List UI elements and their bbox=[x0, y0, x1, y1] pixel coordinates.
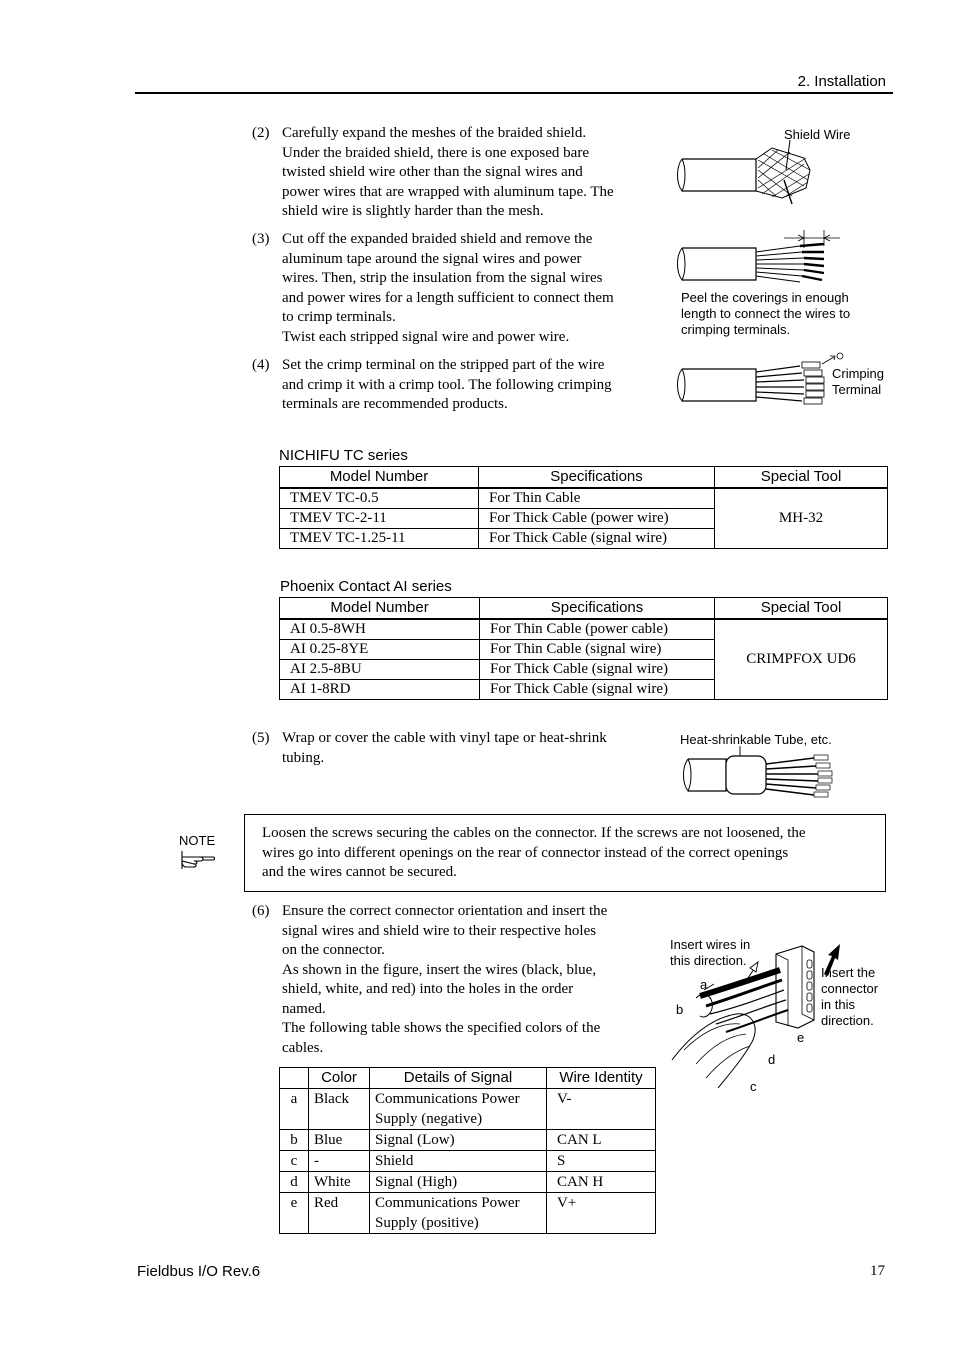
table-row bbox=[280, 488, 888, 509]
header-section-title: 2. Installation bbox=[797, 73, 886, 90]
step-number: (5) bbox=[252, 730, 270, 746]
crimp-terminal-illustration bbox=[672, 350, 852, 410]
table-row bbox=[280, 1172, 656, 1193]
text-line: Loosen the screws securing the cables on the connector. If the screws are not loosened, the bbox=[262, 825, 806, 841]
text-line: and power wires for a length sufficient to connect them bbox=[282, 289, 614, 306]
tool-cell: MH-32 bbox=[715, 488, 888, 549]
nichifu-caption: NICHIFU TC series bbox=[279, 447, 408, 464]
id-cell: a bbox=[280, 1089, 309, 1130]
step-number: (3) bbox=[252, 231, 270, 247]
step-number: (4) bbox=[252, 357, 270, 373]
tool-cell: CRIMPFOX UD6 bbox=[715, 619, 888, 700]
step-text bbox=[282, 356, 612, 415]
header-cell: Special Tool bbox=[715, 598, 888, 620]
step-text bbox=[282, 729, 607, 768]
spec-cell: For Thick Cable (signal wire) bbox=[480, 660, 715, 680]
shield-wire-label: Shield Wire bbox=[784, 127, 851, 142]
table-row bbox=[280, 1089, 656, 1130]
page-number: 17 bbox=[870, 1263, 885, 1279]
table-row bbox=[280, 1193, 656, 1234]
text-line: to crimp terminals. bbox=[282, 309, 396, 325]
text-line: and crimp it with a crimp tool. The following crimping bbox=[282, 376, 612, 393]
step-number: (6) bbox=[252, 903, 270, 919]
id-cell: e bbox=[280, 1193, 309, 1234]
label-line: connector bbox=[821, 981, 879, 996]
detail-cell: Communications Power Supply (positive) bbox=[370, 1193, 547, 1234]
note-label: NOTE bbox=[179, 833, 216, 848]
wire-cell: V- bbox=[547, 1089, 656, 1130]
text-line: on the connector. bbox=[282, 942, 385, 958]
text-line: Set the crimp terminal on the stripped part of the wire bbox=[282, 357, 605, 373]
wire-cell: S bbox=[547, 1151, 656, 1172]
text-line: twisted shield wire other than the signal wires and bbox=[282, 164, 583, 180]
spec-cell: For Thin Cable (signal wire) bbox=[480, 640, 715, 660]
model-cell: AI 1-8RD bbox=[280, 680, 480, 700]
text-line: shield, white, and red) into the holes in the order bbox=[282, 981, 574, 997]
text-line: Twist each stripped signal wire and power wire. bbox=[282, 328, 570, 345]
wire-cell: CAN L bbox=[547, 1130, 656, 1151]
text-line: Wrap or cover the cable with vinyl tape or heat-shrink bbox=[282, 730, 607, 746]
braided-shield-illustration bbox=[672, 140, 822, 210]
wire-label-c: c bbox=[750, 1079, 757, 1094]
text-line: power wires that are wrapped with aluminum tape. The bbox=[282, 183, 614, 200]
pointing-hand-icon bbox=[180, 849, 216, 869]
text-line: wires go into different openings on the rear of connector instead of the correct openings bbox=[262, 844, 789, 861]
label-line: Insert wires in bbox=[670, 937, 751, 952]
crimping-terminal-label bbox=[832, 366, 884, 398]
wire-label-a: a bbox=[700, 977, 708, 992]
text-line: Carefully expand the meshes of the braided shield. bbox=[282, 125, 587, 141]
signal-table bbox=[279, 1067, 656, 1234]
text-line: As shown in the figure, insert the wires (black, blue, bbox=[282, 961, 597, 978]
detail-cell: Shield bbox=[370, 1151, 547, 1172]
text-line: signal wires and shield wire to their respective holes bbox=[282, 922, 597, 939]
header-cell: Specifications bbox=[479, 467, 715, 489]
nichifu-table bbox=[279, 466, 888, 549]
text-line: aluminum tape around the signal wires and power bbox=[282, 250, 582, 267]
table-header-row bbox=[280, 467, 888, 489]
label-line: Crimping bbox=[832, 366, 885, 381]
model-cell: TMEV TC-1.25-11 bbox=[280, 529, 479, 549]
color-cell: Black bbox=[309, 1089, 370, 1130]
heat-shrink-tube-illustration bbox=[676, 746, 846, 798]
text-line: and the wires cannot be secured. bbox=[262, 864, 457, 880]
text-line: Under the braided shield, there is one exposed bare bbox=[282, 144, 589, 161]
table-row bbox=[280, 1130, 656, 1151]
text-line: named. bbox=[282, 1000, 326, 1017]
wire-label-d: d bbox=[768, 1052, 776, 1067]
detail-cell: Signal (High) bbox=[370, 1172, 547, 1193]
header-cell: Details of Signal bbox=[370, 1068, 547, 1089]
spec-cell: For Thin Cable (power cable) bbox=[480, 619, 715, 640]
connector-insertion-illustration bbox=[666, 938, 856, 1098]
text-line: terminals are recommended products. bbox=[282, 396, 508, 412]
spec-cell: For Thick Cable (power wire) bbox=[479, 509, 715, 529]
phoenix-caption: Phoenix Contact AI series bbox=[280, 578, 452, 595]
id-cell: b bbox=[280, 1130, 309, 1151]
header-cell: Special Tool bbox=[715, 467, 888, 489]
step-text bbox=[282, 230, 614, 347]
text-line: wires. Then, strip the insulation from the signal wires bbox=[282, 270, 603, 286]
header-cell: Model Number bbox=[280, 467, 479, 489]
table-header-row bbox=[280, 598, 888, 620]
id-cell: c bbox=[280, 1151, 309, 1172]
label-line: length to connect the wires to bbox=[681, 306, 851, 321]
heat-shrink-label: Heat-shrinkable Tube, etc. bbox=[680, 732, 832, 747]
spec-cell: For Thin Cable bbox=[479, 488, 715, 509]
label-line: Terminal bbox=[832, 382, 882, 397]
step-text bbox=[282, 902, 607, 1058]
model-cell: TMEV TC-0.5 bbox=[280, 488, 479, 509]
text-line: Ensure the correct connector orientation and insert the bbox=[282, 903, 608, 919]
header-cell: Color bbox=[309, 1068, 370, 1089]
label-line: Peel the coverings in enough bbox=[681, 290, 849, 305]
model-cell: TMEV TC-2-11 bbox=[280, 509, 479, 529]
text-line: cables. bbox=[282, 1039, 324, 1056]
spec-cell: For Thick Cable (signal wire) bbox=[479, 529, 715, 549]
table-header-row bbox=[280, 1068, 656, 1089]
step-number: (2) bbox=[252, 125, 270, 141]
color-cell: Red bbox=[309, 1193, 370, 1234]
phoenix-table bbox=[279, 597, 888, 700]
model-cell: AI 2.5-8BU bbox=[280, 660, 480, 680]
table-row bbox=[280, 619, 888, 640]
spec-cell: For Thick Cable (signal wire) bbox=[480, 680, 715, 700]
header-rule bbox=[135, 92, 893, 94]
note-text bbox=[262, 824, 806, 883]
model-cell: AI 0.5-8WH bbox=[280, 619, 480, 640]
id-cell: d bbox=[280, 1172, 309, 1193]
text-line: tubing. bbox=[282, 749, 325, 766]
model-cell: AI 0.25-8YE bbox=[280, 640, 480, 660]
label-line: this direction. bbox=[670, 953, 747, 968]
wire-label-b: b bbox=[676, 1002, 684, 1017]
detail-cell: Signal (Low) bbox=[370, 1130, 547, 1151]
header-cell: Wire Identity bbox=[547, 1068, 656, 1089]
color-cell: Blue bbox=[309, 1130, 370, 1151]
label-line: direction. bbox=[821, 1013, 874, 1028]
text-line: The following table shows the specified colors of the bbox=[282, 1020, 601, 1036]
wire-label-e: e bbox=[797, 1030, 805, 1045]
table-row bbox=[280, 1151, 656, 1172]
stripped-wires-illustration bbox=[672, 226, 847, 286]
label-line: Insert the bbox=[821, 965, 876, 980]
label-line: crimping terminals. bbox=[681, 322, 791, 337]
header-cell bbox=[280, 1068, 309, 1089]
header-cell: Model Number bbox=[280, 598, 480, 620]
label-line: in this bbox=[821, 997, 855, 1012]
text-line: shield wire is slightly harder than the mesh. bbox=[282, 203, 544, 219]
color-cell: White bbox=[309, 1172, 370, 1193]
step-text bbox=[282, 124, 614, 222]
wire-cell: CAN H bbox=[547, 1172, 656, 1193]
header-cell: Specifications bbox=[480, 598, 715, 620]
footer-document-title: Fieldbus I/O Rev.6 bbox=[137, 1263, 261, 1280]
peel-coverings-label bbox=[681, 290, 850, 338]
color-cell: - bbox=[309, 1151, 370, 1172]
wire-cell: V+ bbox=[547, 1193, 656, 1234]
text-line: Cut off the expanded braided shield and remove the bbox=[282, 231, 593, 247]
detail-cell: Communications Power Supply (negative) bbox=[370, 1089, 547, 1130]
